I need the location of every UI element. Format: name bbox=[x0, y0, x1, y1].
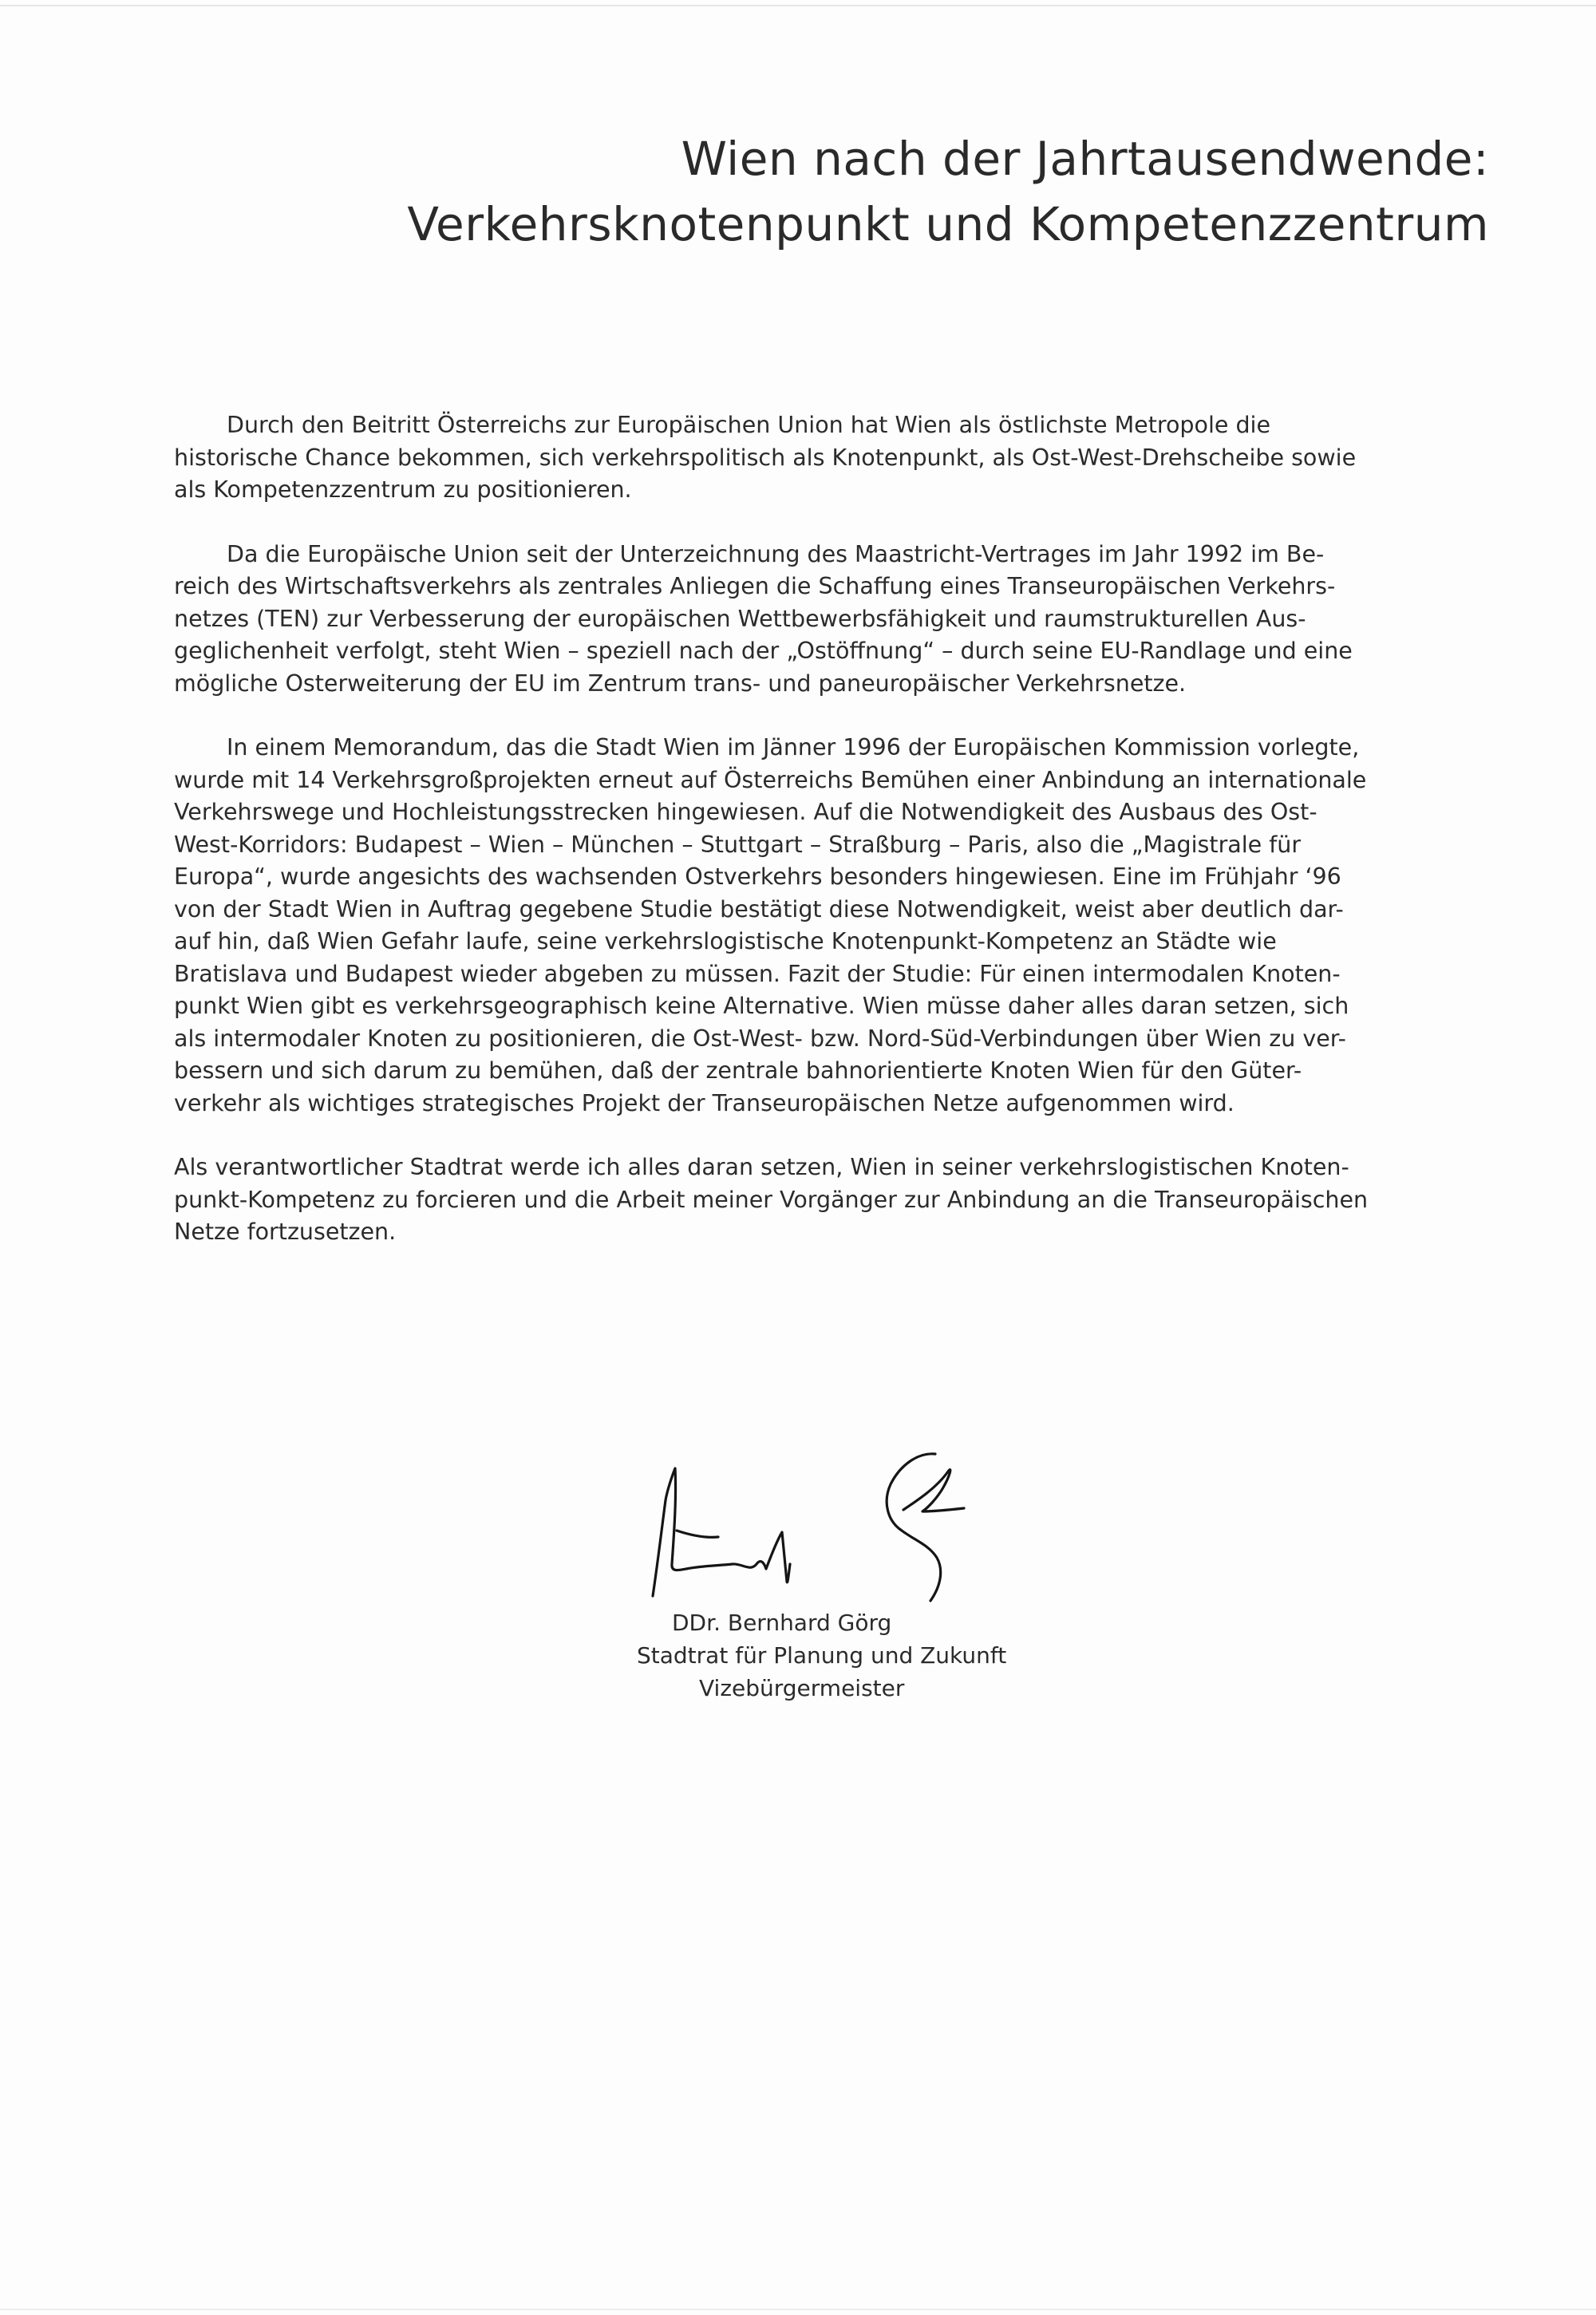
paragraph-line: Durch den Beitritt Österreichs zur Europäischen Union hat Wien als östlichste Metropole die bbox=[227, 412, 1270, 438]
paragraph-line: punkt-Kompetenz zu forcieren und die Arbeit meiner Vorgänger zur Anbindung an die Transeuropäischen bbox=[174, 1186, 1369, 1213]
paragraph-3 bbox=[174, 732, 1367, 1120]
paragraph-line: verkehr als wichtiges strategisches Projekt der Transeuropäischen Netze aufgenommen wird. bbox=[174, 1089, 1235, 1116]
signatory-role: Stadtrat für Planung und Zukunft bbox=[637, 1642, 1007, 1669]
paragraph-2 bbox=[174, 539, 1353, 701]
top-edge-rule bbox=[0, 5, 1596, 6]
paragraph-line: als Kompetenzzentrum zu positionieren. bbox=[174, 476, 632, 503]
paragraph-line: West-Korridors: Budapest – Wien – München – Stuttgart – Straßburg – Paris, also die „Magistrale für bbox=[174, 831, 1302, 858]
handwritten-signature bbox=[630, 1444, 1013, 1612]
paragraph-line: mögliche Osterweiterung der EU im Zentrum trans- und paneuropäischer Verkehrsnetze. bbox=[174, 670, 1187, 697]
signature-stroke-4 bbox=[903, 1470, 964, 1511]
signature-stroke-2 bbox=[677, 1531, 718, 1537]
paragraph-4 bbox=[174, 1152, 1369, 1249]
paragraph-line: Europa“, wurde angesichts des wachsenden Ostverkehrs besonders hingewiesen. Eine im Frühjahr ‘96 bbox=[174, 863, 1341, 890]
paragraph-line: bessern und sich darum zu bemühen, daß der zentrale bahnorientierte Knoten Wien für den Güter- bbox=[174, 1057, 1302, 1084]
paragraph-1 bbox=[174, 409, 1357, 507]
paragraph-line: Verkehrswege und Hochleistungsstrecken hingewiesen. Auf die Notwendigkeit des Ausbaus des Ost- bbox=[174, 799, 1317, 825]
paragraph-line: geglichenheit verfolgt, steht Wien – speziell nach der „Ostöffnung“ – durch seine EU-Randlage und eine bbox=[174, 638, 1353, 664]
paragraph-line: reich des Wirtschaftsverkehrs als zentrales Anliegen die Schaffung eines Transeuropäischen Verkehrs- bbox=[174, 573, 1336, 599]
body-text bbox=[174, 409, 1369, 1281]
paragraph-line: netzes (TEN) zur Verbesserung der europäischen Wettbewerbsfähigkeit und raumstrukturellen Aus- bbox=[174, 605, 1306, 632]
title-line-2: Verkehrsknotenpunkt und Kompetenzzentrum bbox=[407, 197, 1489, 251]
paragraph-line: Bratislava und Budapest wieder abgeben zu müssen. Fazit der Studie: Für einen intermodalen Knoten- bbox=[174, 960, 1341, 987]
signature-stroke-3 bbox=[887, 1454, 940, 1601]
signatory-name: DDr. Bernhard Görg bbox=[672, 1610, 892, 1636]
paragraph-line: punkt Wien gibt es verkehrsgeographisch keine Alternative. Wien müsse daher alles daran setzen, sich bbox=[174, 993, 1349, 1019]
paragraph-line: von der Stadt Wien in Auftrag gegebene Studie bestätigt diese Notwendigkeit, weist aber deutlich dar- bbox=[174, 895, 1344, 922]
paragraph-line: In einem Memorandum, das die Stadt Wien im Jänner 1996 der Europäischen Kommission vorlegte, bbox=[227, 734, 1360, 760]
paragraph-line: als intermodaler Knoten zu positionieren, die Ost-West- bzw. Nord-Süd-Verbindungen über Wien zu ver- bbox=[174, 1025, 1346, 1052]
title-line-1: Wien nach der Jahrtausendwende: bbox=[681, 132, 1489, 186]
paragraph-line: wurde mit 14 Verkehrsgroßprojekten erneut auf Österreichs Bemühen einer Anbindung an internationale bbox=[174, 766, 1367, 793]
paragraph-line: Da die Europäische Union seit der Unterzeichnung des Maastricht-Vertrages im Jahr 1992 im Be- bbox=[227, 540, 1325, 567]
document-title bbox=[212, 126, 1489, 257]
signature-stroke-1 bbox=[653, 1468, 790, 1596]
bottom-edge-rule bbox=[0, 2309, 1596, 2310]
paragraph-line: auf hin, daß Wien Gefahr laufe, seine verkehrslogistische Knotenpunkt-Kompetenz an Städte wie bbox=[174, 928, 1277, 954]
paragraph-line: Netze fortzusetzen. bbox=[174, 1219, 397, 1245]
signatory-title: Vizebürgermeister bbox=[699, 1675, 905, 1701]
paragraph-line: Als verantwortlicher Stadtrat werde ich alles daran setzen, Wien in seiner verkehrslogistischen Knoten- bbox=[174, 1154, 1349, 1180]
paragraph-line: historische Chance bekommen, sich verkehrspolitisch als Knotenpunkt, als Ost-West-Drehscheibe sowie bbox=[174, 444, 1357, 471]
